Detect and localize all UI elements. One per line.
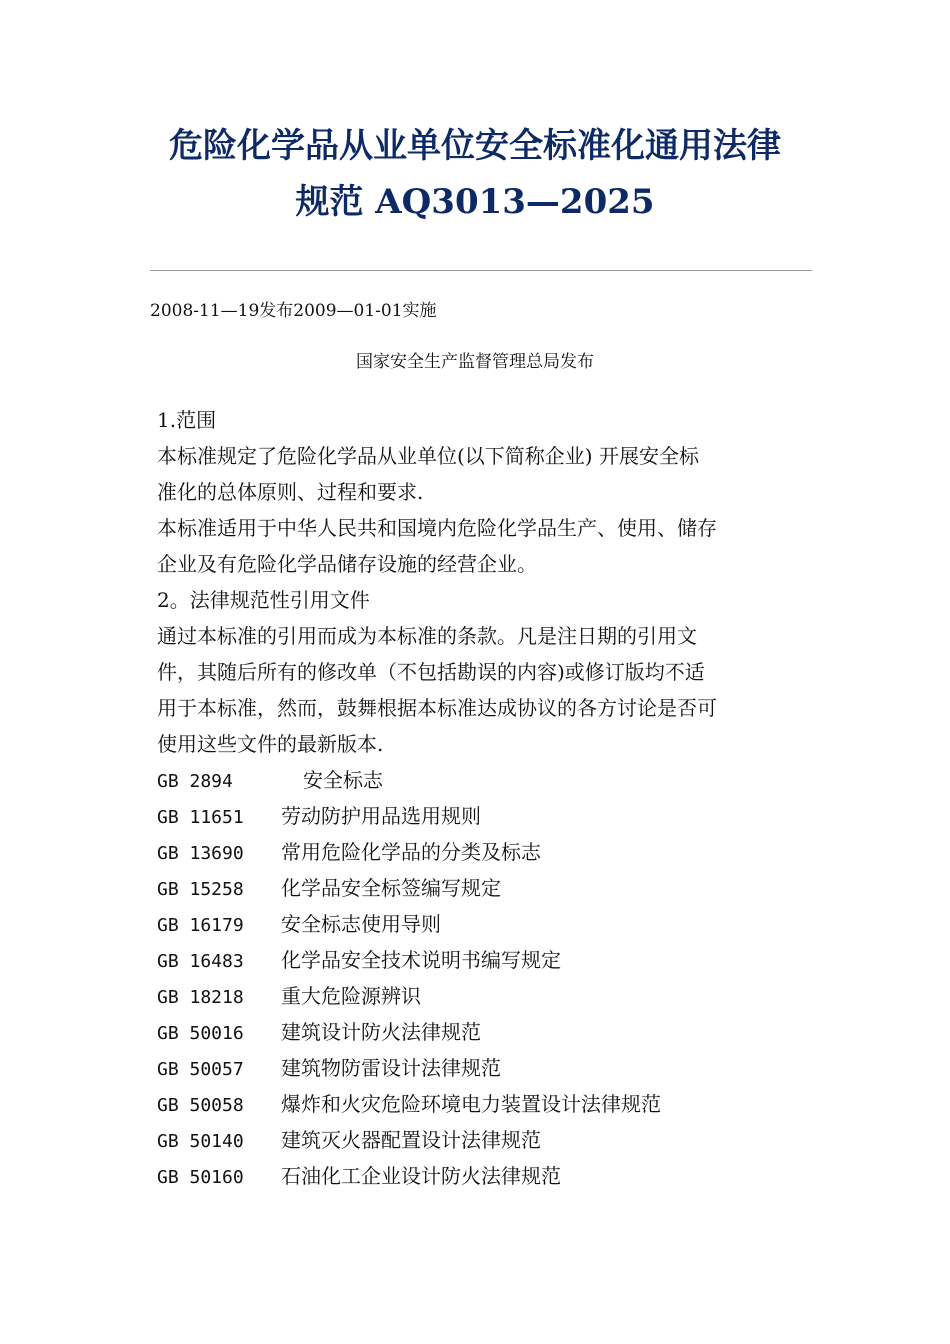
reference-code: GB 16483 — [157, 951, 244, 972]
paragraph-line: 企业及有危险化学品储存设施的经营企业。 — [157, 552, 537, 576]
reference-item — [157, 1122, 797, 1158]
reference-title: 安全标志使用导则 — [281, 912, 441, 936]
reference-code: GB 50160 — [157, 1167, 244, 1188]
paragraph-line: 使用这些文件的最新版本. — [157, 732, 384, 756]
reference-item — [157, 942, 797, 978]
reference-code: GB 15258 — [157, 879, 244, 900]
publisher-line: 国家安全生产监督管理总局发布 — [356, 352, 594, 372]
reference-code: GB 50057 — [157, 1059, 244, 1080]
reference-code: GB 50016 — [157, 1023, 244, 1044]
reference-code: GB 16179 — [157, 915, 244, 936]
title-line-2: 规范 AQ3013—2025 — [295, 182, 655, 222]
reference-code: GB 50140 — [157, 1131, 244, 1152]
reference-code: GB 13690 — [157, 843, 244, 864]
reference-title: 建筑物防雷设计法律规范 — [281, 1056, 501, 1080]
reference-item — [157, 762, 797, 798]
title-line-1: 危险化学品从业单位安全标准化通用法律 — [169, 126, 781, 166]
reference-item — [157, 978, 797, 1014]
document-body — [157, 402, 797, 1194]
reference-title: 常用危险化学品的分类及标志 — [281, 840, 541, 864]
section-heading-references: 2。法律规范性引用文件 — [157, 588, 370, 612]
reference-title: 建筑设计防火法律规范 — [281, 1020, 481, 1044]
reference-title: 建筑灭火器配置设计法律规范 — [281, 1128, 541, 1152]
reference-item — [157, 906, 797, 942]
publish-dates: 2008-11—19发布2009—01-01实施 — [150, 301, 437, 321]
reference-item — [157, 1014, 797, 1050]
reference-code: GB 11651 — [157, 807, 244, 828]
paragraph-line: 本标准适用于中华人民共和国境内危险化学品生产、使用、储存 — [157, 516, 717, 540]
reference-code: GB 2894 — [157, 771, 233, 792]
reference-code: GB 50058 — [157, 1095, 244, 1116]
reference-item — [157, 1086, 797, 1122]
reference-item — [157, 834, 797, 870]
paragraph-line: 用于本标准，然而，鼓舞根据本标准达成协议的各方讨论是否可 — [157, 696, 717, 720]
reference-title: 爆炸和火灾危险环境电力装置设计法律规范 — [281, 1092, 661, 1116]
reference-item — [157, 870, 797, 906]
document-title — [0, 118, 950, 230]
reference-title: 化学品安全技术说明书编写规定 — [281, 948, 561, 972]
paragraph-line: 通过本标准的引用而成为本标准的条款。凡是注日期的引用文 — [157, 624, 697, 648]
reference-item — [157, 1158, 797, 1194]
reference-title: 重大危险源辨识 — [281, 984, 421, 1008]
reference-item — [157, 1050, 797, 1086]
horizontal-divider — [150, 270, 812, 271]
reference-title: 化学品安全标签编写规定 — [281, 876, 501, 900]
reference-code: GB 18218 — [157, 987, 244, 1008]
paragraph-line: 件，其随后所有的修改单（不包括勘误的内容)或修订版均不适 — [157, 660, 705, 684]
section-heading-scope: 1.范围 — [157, 408, 217, 432]
reference-item — [157, 798, 797, 834]
reference-title: 劳动防护用品选用规则 — [281, 804, 481, 828]
reference-title: 石油化工企业设计防火法律规范 — [281, 1164, 561, 1188]
reference-title: 安全标志 — [303, 768, 383, 792]
paragraph-line: 本标准规定了危险化学品从业单位(以下简称企业) 开展安全标 — [157, 444, 699, 468]
paragraph-line: 准化的总体原则、过程和要求. — [157, 480, 424, 504]
